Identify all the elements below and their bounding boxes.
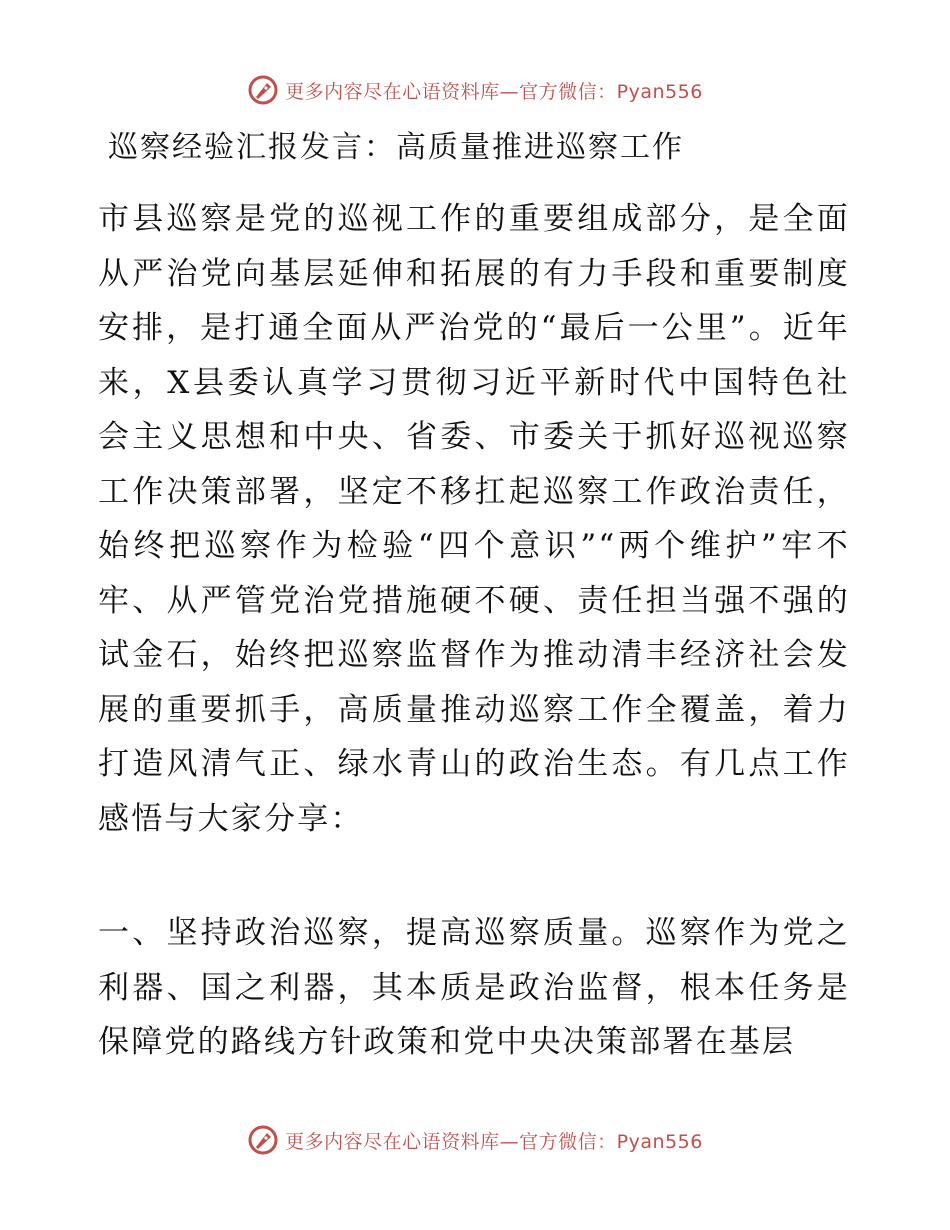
- pen-nib-logo-icon: [247, 74, 279, 106]
- header-watermark: [0, 70, 950, 110]
- paragraph-intro: 市县巡察是党的巡视工作的重要组成部分，是全面从严治党向基层延伸和拓展的有力手段和重要制度安排，是打通全面从严治党的“最后一公里”。近年来，X县委认真学习贯彻习近平新时代中国特色社会主义思想和中央、省委、市委关于抓好巡视巡察工作决策部署，坚定不移扛起巡察工作政治责任，始终把巡察作为检验“四个意识”“两个维护”牢不牢、从严管党治党措施硬不硬、责任担当强不强的试金石，始终把巡察监督作为推动清丰经济社会发展的重要抓手，高质量推动巡察工作全覆盖，着力打造风清气正、绿水青山的政治生态。有几点工作感悟与大家分享：: [98, 201, 850, 837]
- footer-watermark: [0, 1120, 950, 1160]
- document-title: 巡察经验汇报发言：高质量推进巡察工作: [108, 130, 684, 165]
- paragraph-section-one: 一、坚持政治巡察，提高巡察质量。巡察作为党之利器、国之利器，其本质是政治监督，根本任务是保障党的路线方针政策和党中央决策部署在基层: [98, 915, 850, 1060]
- watermark-text: 更多内容尽在心语资料库—官方微信：Pyan556: [285, 1130, 703, 1153]
- watermark-text: 更多内容尽在心语资料库—官方微信：Pyan556: [285, 80, 703, 103]
- pen-nib-logo-icon: [247, 1124, 279, 1156]
